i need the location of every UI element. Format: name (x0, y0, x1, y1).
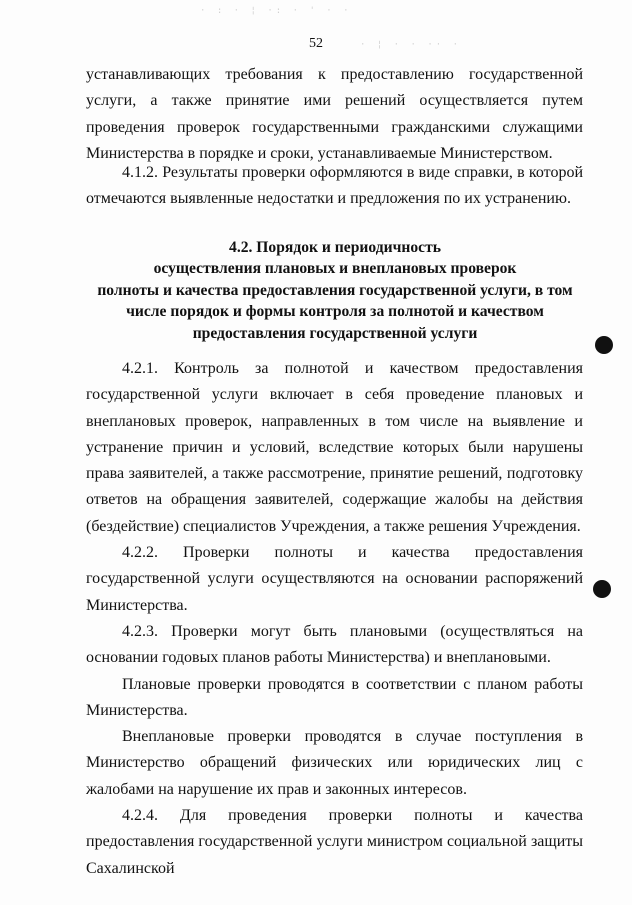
heading-line: полноты и качества предоставления государственной услуги, в том (97, 281, 573, 299)
section-heading-4-2 (90, 237, 580, 344)
paragraph-4-1-2: 4.1.2. Результаты проверки оформляются в виде справки, в которой отмечаются выявленные недостатки и предложения по их устранению. (86, 164, 583, 208)
punch-hole (593, 580, 611, 598)
scan-noise: · ¦ · · ·· · (360, 40, 462, 50)
heading-line: предоставления государственной услуги (192, 324, 478, 342)
heading-line: числе порядок и формы контроля за полнотой и качеством (126, 303, 544, 321)
paragraph-4-2-2: 4.2.2. Проверки полноты и качества предоставления государственной услуги осуществляются на основании распоряжений Министерства. (86, 544, 583, 614)
paragraph-planned-checks: Плановые проверки проводятся в соответствии с планом работы Министерства. (86, 675, 583, 719)
paragraph-4-2-3: 4.2.3. Проверки могут быть плановыми (осуществляться на основании годовых планов работы Министерства) и внеплановыми. (86, 622, 583, 667)
heading-line: 4.2. Порядок и периодичность (229, 239, 441, 256)
section-4-1-continuation (86, 62, 583, 167)
paragraph-4-1-1-tail: устанавливающих требования к предоставлению государственной услуги, а также принятие ими решений осуществляется путем проведения проверок государственными гражданскими служащими Министерства в порядке и сроки, устанавливаемые Министерством. (86, 66, 583, 162)
scan-noise: · : · ¦ ·: · ' · · (200, 6, 352, 16)
section-4-2-body (86, 356, 583, 882)
paragraph-4-2-4: 4.2.4. Для проведения проверки полноты и качества предоставления государственной услуги министром социальной защиты Сахалинской (86, 807, 583, 877)
section-4-1-2 (86, 160, 583, 213)
paragraph-unplanned-checks: Внеплановые проверки проводятся в случае поступления в Министерство обращений физических или юридических лиц с жалобами на нарушение их прав и законных интересов. (86, 728, 583, 798)
punch-hole (595, 336, 613, 354)
paragraph-4-2-1: 4.2.1. Контроль за полнотой и качеством предоставления государственной услуги включает в себя проведение плановых и внеплановых проверок, направленных в том числе на выявление и устранение причин и условий, вследствие которых были нарушены права заявителей, а также рассмотрение, принятие решений, подготовку ответов на обращения заявителей, содержащие жалобы на действия (бездействие) специалистов Учреждения, а также решения Учреждения. (86, 360, 583, 535)
heading-line: осуществления плановых и внеплановых проверок (153, 260, 517, 278)
page-number: 52 (309, 36, 323, 51)
